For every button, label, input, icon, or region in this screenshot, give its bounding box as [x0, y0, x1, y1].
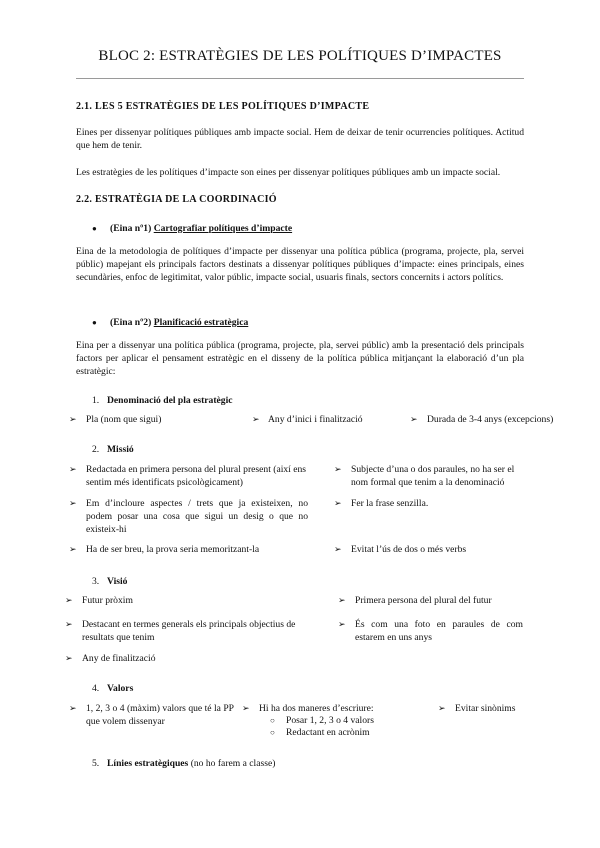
tool-2-name: Planificació estratègica [153, 317, 249, 328]
section-2-1-paragraph-1: Eines per dissenyar polítiques públiques amb impacte social. Hem de deixar de tenir ocurrencies polítiques. Actitud que hem de tenir. [76, 127, 524, 151]
denominacio-item: Any d’inici i finalització [268, 414, 363, 425]
bullet-icon: ● [92, 224, 97, 233]
tool-1-name: Cartografiar polítiques d’impacte [153, 223, 293, 234]
plan-item-5 [107, 757, 275, 770]
plan-item-3-number: 3. [92, 576, 100, 587]
plan-item-1-title: Denominació del pla estratègic [107, 395, 233, 406]
visio-item: Primera persona del plural del futur [355, 595, 492, 606]
plan-item-3-title: Visió [107, 576, 128, 587]
arrow-icon: ➢ [334, 498, 342, 508]
arrow-icon: ➢ [338, 595, 346, 605]
missio-item: Redactada en primera persona del plural present (així ens sentim més identificats psicològicament) [86, 464, 307, 488]
plan-item-1-number: 1. [92, 395, 100, 406]
section-2-1-paragraph-2: Les estratègies de les polítiques d’impacte son eines per dissenyar polítiques públiques amb un impacte social. [76, 167, 501, 178]
tool-2-title [110, 316, 248, 329]
plan-item-2-title: Missió [107, 444, 134, 455]
valors-item: 1, 2, 3 o 4 (màxim) valors que té la PP que volem dissenyar [86, 703, 234, 727]
valors-subitem: Posar 1, 2, 3 o 4 valors [286, 715, 374, 726]
valors-item: Hi ha dos maneres d’escriure: [259, 703, 374, 714]
arrow-icon: ➢ [410, 414, 418, 424]
arrow-icon: ➢ [69, 703, 77, 713]
arrow-icon: ➢ [334, 464, 342, 474]
missio-item: Evitat l’ús de dos o més verbs [351, 544, 467, 555]
circle-bullet-icon: ○ [270, 728, 275, 737]
arrow-icon: ➢ [338, 619, 346, 629]
arrow-icon: ➢ [65, 619, 73, 629]
plan-item-2-number: 2. [92, 444, 100, 455]
plan-item-5-number: 5. [92, 758, 100, 769]
arrow-icon: ➢ [252, 414, 260, 424]
arrow-icon: ➢ [65, 595, 73, 605]
bullet-icon: ● [92, 318, 97, 327]
plan-item-4-title: Valors [107, 683, 134, 694]
plan-item-5-title: Línies estratègiques [107, 758, 189, 769]
valors-subitem: Redactant en acrònim [286, 727, 370, 738]
tool-2-bullet [92, 316, 97, 329]
arrow-icon: ➢ [69, 414, 77, 424]
arrow-icon: ➢ [69, 464, 77, 474]
arrow-icon: ➢ [65, 653, 73, 663]
tool-1-label: (Eina nº1) [110, 223, 152, 234]
plan-item-4-number: 4. [92, 683, 100, 694]
denominacio-item: Pla (nom que sigui) [86, 414, 162, 425]
missio-item: Subjecte d’una o dos paraules, no ha ser el nom formal que tenim a la denominació [351, 464, 515, 488]
arrow-icon: ➢ [242, 703, 250, 713]
visio-item: Any de finalització [82, 653, 156, 664]
page-title: BLOC 2: ESTRATÈGIES DE LES POLÍTIQUES D’IMPACTES [98, 48, 502, 64]
denominacio-item: Durada de 3-4 anys (excepcions) [427, 414, 554, 425]
circle-bullet-icon: ○ [270, 716, 275, 725]
tool-1-description: Eina de la metodologia de polítiques d’impacte per dissenyar una política pública (programa, projecte, pla, servei públic) mapejant els principals factors destinats a dissenyar polítiques públiques d’impacte: eines principals, eines secundàries, enfoc de legitimitat, valor públic, impacte social, usuaris finals, sectors concernits i actors polítics. [76, 246, 524, 283]
tool-2-description: Eina per a dissenyar una política pública (programa, projecte, pla, servei públic) amb la presentació dels principals factors per aplicar el pensament estratègic en el disseny de la política pública mitjançant la elaboració d’un pla estratègic: [76, 340, 524, 377]
missio-item: Em d’incloure aspectes / trets que ja existeixen, no podem posar una cosa que sigui un desig o que no existeix-hi [86, 498, 308, 535]
visio-item: És com una foto en paraules de com estarem en uns anys [355, 619, 523, 643]
tool-1-bullet [92, 222, 97, 235]
section-2-2-heading: 2.2. ESTRATÈGIA DE LA COORDINACIÓ [76, 194, 277, 205]
missio-item: Fer la frase senzilla. [351, 498, 429, 509]
tool-1-title [110, 222, 292, 235]
plan-item-5-note: (no ho farem a classe) [190, 758, 276, 769]
valors-item: Evitar sinònims [455, 703, 516, 714]
arrow-icon: ➢ [69, 498, 77, 508]
visio-item: Destacant en termes generals els principals objectius de resultats que tenim [82, 619, 296, 643]
section-2-1-heading: 2.1. LES 5 ESTRATÈGIES DE LES POLÍTIQUES D’IMPACTE [76, 101, 370, 112]
visio-item: Futur pròxim [82, 595, 133, 606]
arrow-icon: ➢ [438, 703, 446, 713]
tool-2-label: (Eina nº2) [110, 317, 152, 328]
arrow-icon: ➢ [334, 544, 342, 554]
missio-item: Ha de ser breu, la prova seria memoritzant-la [86, 544, 260, 555]
title-divider [76, 78, 524, 79]
arrow-icon: ➢ [69, 544, 77, 554]
